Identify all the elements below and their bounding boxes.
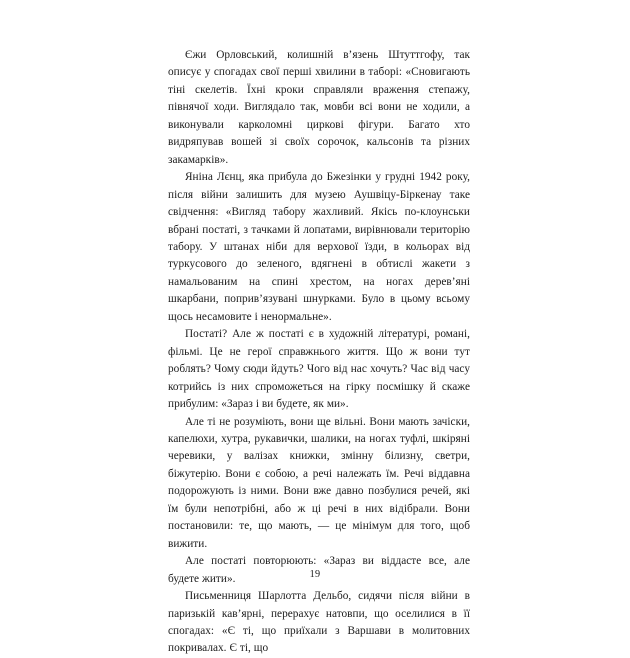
paragraph: Але ті не розуміють, вони ще вільні. Вони мають зачіски, капелюхи, хутра, рукавички, шалики, на ногах туфлі, шкіряні черевики, у валізах книжки, змінну білизну, светри, біжутерію. Вони є собою, а речі належать їм. Речі віддавна подорожують із ними. Вони вже давно позбулися речей, які їм були непотрібні, або ж ці речі в них відібрали. Вони постановили: те, що мають, — це мінімум для того, щоб вижити.	[168, 415, 470, 550]
paragraph: Письменниця Шарлотта Дельбо, сидячи після війни в паризькій кав’ярні, перерахує натовпи, що оселилися в її спогадах: «Є ті, що приїхали з Варшави в молитовних покривалах. Є ті, що	[168, 590, 470, 655]
paragraph: Постаті? Але ж постаті є в художній літературі, романі, фільмі. Це не герої справжнього життя. Що ж вони тут роблять? Чому сюди йдуть? Чого від нас хочуть? Час від часу котрийсь із них спроможеться на гірку посмішку й скаже прибулим: «Зараз і ви будете, як ми».	[168, 328, 470, 411]
page-number: 19	[309, 569, 321, 580]
paragraph: Яніна Лєнц, яка прибула до Бжезінки у грудні 1942 року, після війни залишить для музею Аушвіцу-Біркенау таке свідчення: «Вигляд табору жахливий. Якісь по-клоунськи вбрані постаті, з тачками й лопатами, вирівнювали територію табору. У штанах ніби для верхової їзди, в кольорах від туркусового до зеленого, вдягнені в обтислі жакети з намальованим на спині хрестом, на ногах дерев’яні шкарбани, поприв’язувані шнурками. Було в цьому всьому щось несамовите і ненормальне».	[168, 171, 470, 323]
paragraph: Але постаті повторюють: «Зараз ви віддасте все, але будете жити».	[168, 555, 470, 585]
page-text-column	[168, 47, 470, 658]
paragraph: Єжи Орловський, колишній в’язень Штуттгофу, так описує у спогадах свої перші хвилини в таборі: «Сновигають тіні скелетів. Їхні кроки справляли враження степажу, півнячої ходи. Виглядало так, мовби всі вони не ходили, а виконували карколомні циркові фігури. Багато хто видряпував вошей зі своїх сорочок, кальсонів та різних закамарків».	[168, 49, 470, 166]
